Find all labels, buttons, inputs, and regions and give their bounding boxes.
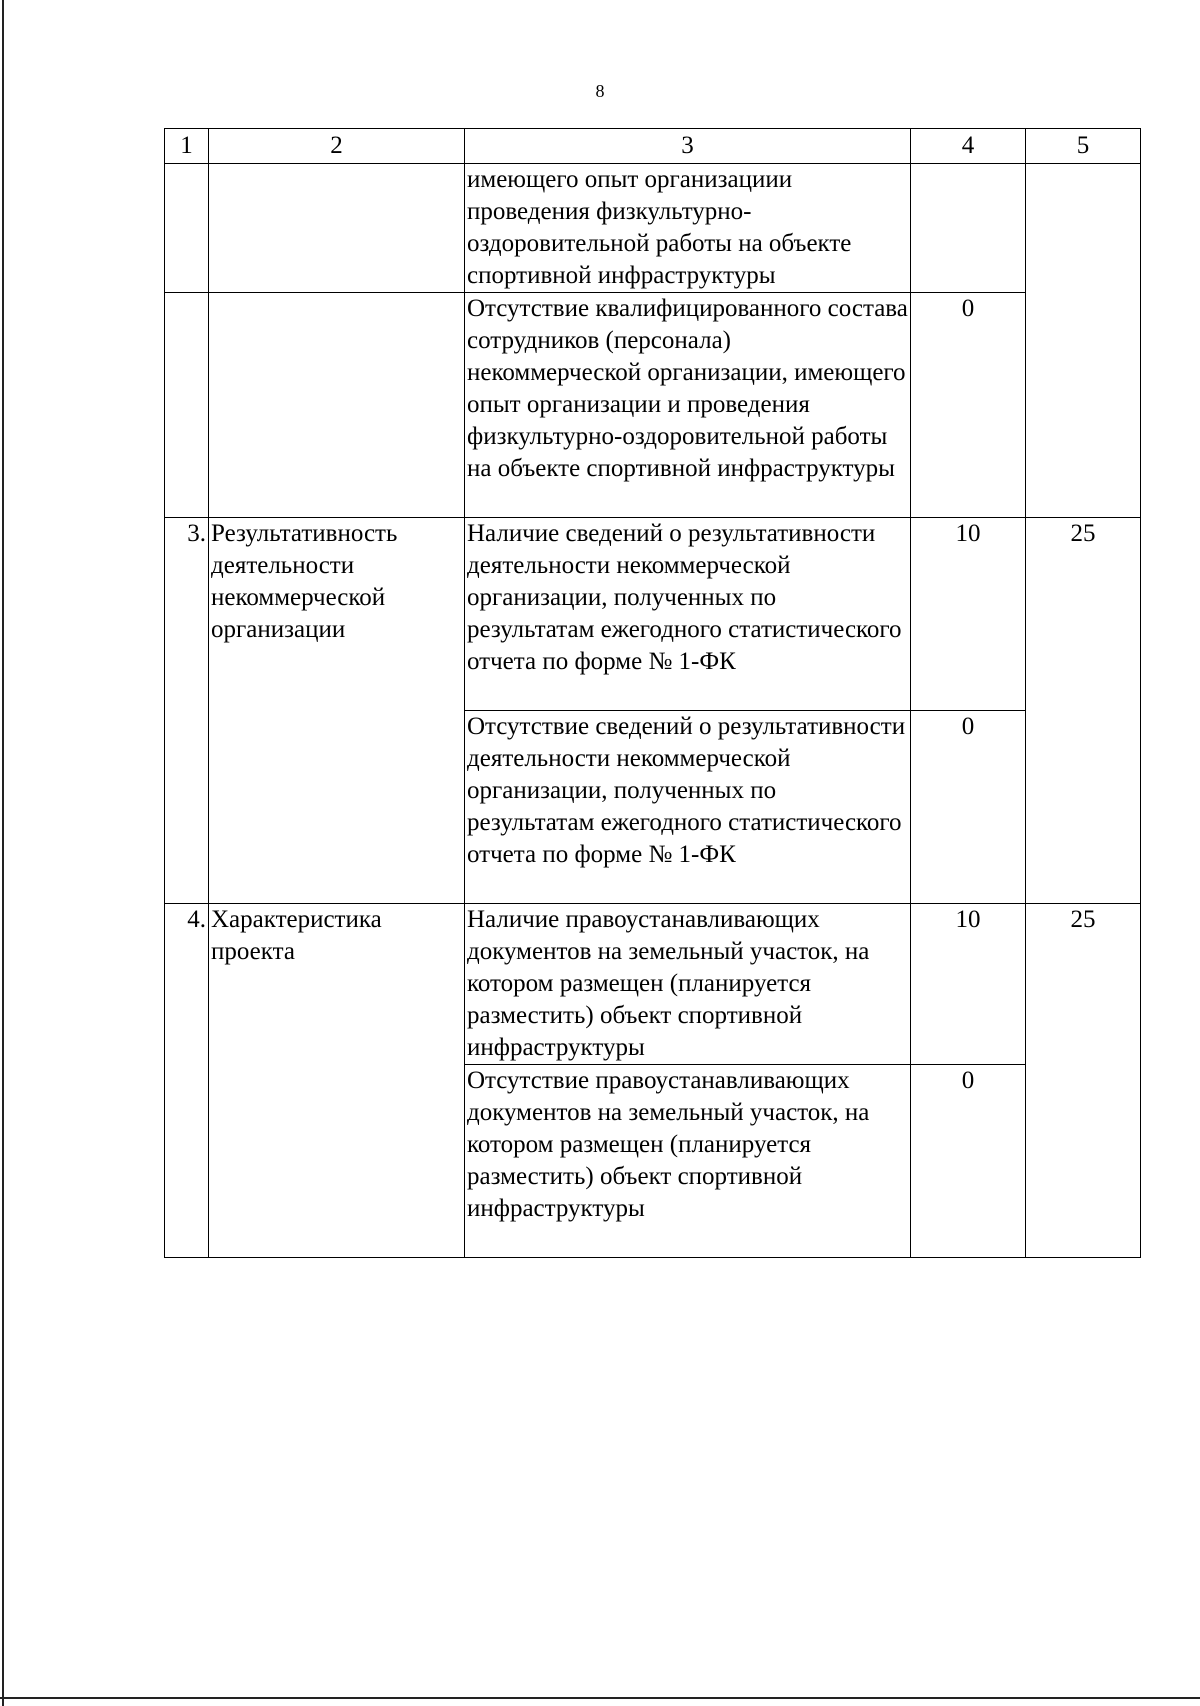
- page-number: 8: [595, 81, 605, 101]
- criterion-name: [209, 293, 465, 518]
- criterion-description: Отсутствие квалифицированного состава сотрудников (персонала) некоммерческой организации, имеющего опыт организации и проведения физкультурно-оздоровительной работы на объекте спортивной инфраструктуры: [465, 293, 911, 518]
- criterion-name: Результативность деятельности некоммерческой организации: [209, 518, 465, 904]
- header-col-1: 1: [165, 129, 209, 164]
- criterion-max-points: [1026, 164, 1141, 518]
- table-row: [165, 164, 1141, 293]
- header-col-3: 3: [465, 129, 911, 164]
- criterion-points: [911, 164, 1026, 293]
- table-header-row: [165, 129, 1141, 164]
- criterion-max-points: 25: [1026, 518, 1141, 904]
- criterion-points: 10: [911, 518, 1026, 711]
- table-row: [165, 904, 1141, 1065]
- row-number: 3.: [165, 518, 209, 904]
- header-col-4: 4: [911, 129, 1026, 164]
- row-number: [165, 293, 209, 518]
- scan-edge-bottom: [0, 1697, 1200, 1699]
- criterion-max-points: 25: [1026, 904, 1141, 1258]
- criteria-table: [164, 128, 1141, 1258]
- criterion-points: 0: [911, 1065, 1026, 1258]
- header-col-2: 2: [209, 129, 465, 164]
- criterion-description: имеющего опыт организациии проведения физкультурно-оздоровительной работы на объекте спортивной инфраструктуры: [465, 164, 911, 293]
- criterion-description: Отсутствие сведений о результативности деятельности некоммерческой организации, полученных по результатам ежегодного статистического отчета по форме № 1-ФК: [465, 711, 911, 904]
- criterion-points: 10: [911, 904, 1026, 1065]
- criterion-description: Наличие сведений о результативности деятельности некоммерческой организации, полученных по результатам ежегодного статистического отчета по форме № 1-ФК: [465, 518, 911, 711]
- scan-edge-left: [2, 0, 4, 1706]
- criterion-name: Характеристика проекта: [209, 904, 465, 1258]
- criterion-points: 0: [911, 711, 1026, 904]
- row-number: 4.: [165, 904, 209, 1258]
- table-row: [165, 518, 1141, 711]
- criterion-description: Отсутствие правоустанавливающих документов на земельный участок, на котором размещен (планируется разместить) объект спортивной инфраструктуры: [465, 1065, 911, 1258]
- header-col-5: 5: [1026, 129, 1141, 164]
- criterion-name: [209, 164, 465, 293]
- table-row: [165, 293, 1141, 518]
- criterion-points: 0: [911, 293, 1026, 518]
- row-number: [165, 164, 209, 293]
- criterion-description: Наличие правоустанавливающих документов на земельный участок, на котором размещен (планируется разместить) объект спортивной инфраструктуры: [465, 904, 911, 1065]
